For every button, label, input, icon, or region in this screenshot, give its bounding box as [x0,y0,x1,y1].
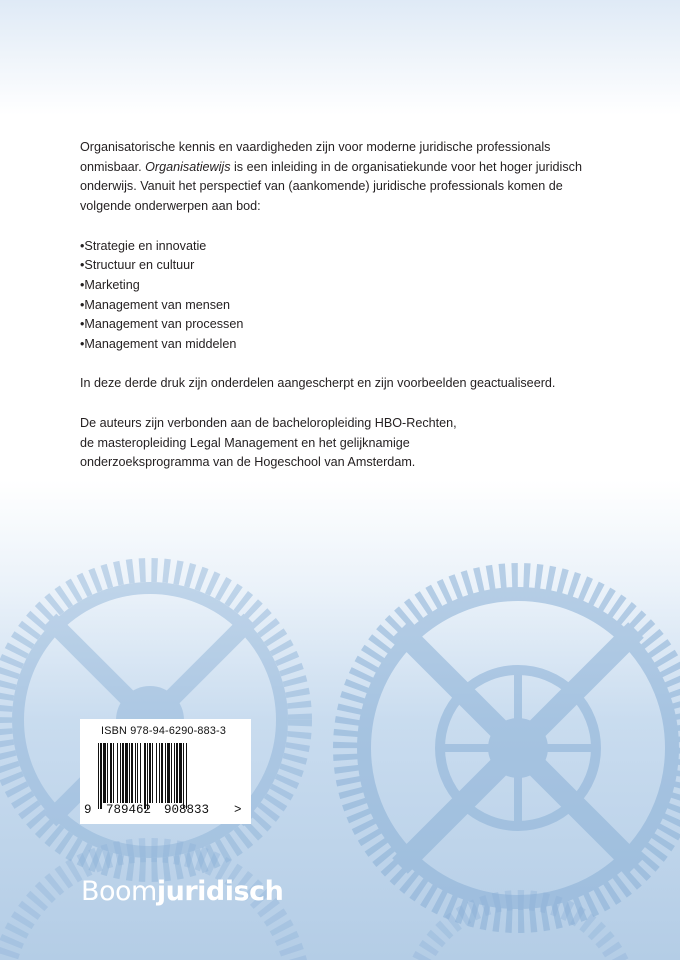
barcode-bar [129,743,130,803]
barcode-bar [186,743,187,809]
barcode-bar [149,743,151,803]
barcode-bar [131,743,133,803]
barcode-bar [125,743,128,803]
isbn-barcode-box [80,719,251,824]
barcode-bar [144,743,146,809]
barcode-arrow: > [234,803,242,817]
topic-item: • Marketing [80,276,610,296]
topic-item: • Management van middelen [80,335,610,355]
gear-right [346,576,680,920]
publisher-logo: Boomjuridisch [81,876,284,907]
topic-list [80,237,610,355]
topic-item: • Management van mensen [80,296,610,316]
authors-paragraph: De auteurs zijn verbonden aan de bacheloropleiding HBO-Rechten, de masteropleiding Legal Management en het gelijknamige onderzoeksprogramma van de Hogeschool van Amsterdam. [80,415,457,470]
barcode-bar [100,743,102,809]
barcode-bar [135,743,136,803]
barcode-bar [156,743,157,803]
barcode-bar [165,743,166,803]
barcode-digits-left: 789462 [106,803,152,817]
back-cover-blurb [80,138,610,473]
barcode-digits-right: 908833 [164,803,210,817]
topic-item: • Strategie en innovatie [80,237,610,257]
barcode-bar [122,743,124,803]
barcode [98,743,216,809]
barcode-bar [147,743,148,809]
isbn-label: ISBN 978-94-6290-883-3 [101,725,227,737]
topic-item: • Management van processen [80,315,610,335]
barcode-bar [183,743,184,809]
barcode-bar [117,743,118,803]
barcode-bar [159,743,160,803]
barcode-bar [120,743,121,803]
topic-item: • Structuur en cultuur [80,256,610,276]
barcode-bar [140,743,141,803]
barcode-bar [179,743,182,803]
barcode-bar [110,743,112,803]
barcode-bar [98,743,99,809]
barcode-bar [137,743,138,803]
barcode-bar [167,743,170,803]
barcode-bar [161,743,163,803]
barcode-bar [152,743,153,803]
barcode-bar [171,743,172,803]
intro-paragraph: Organisatorische kennis en vaardigheden zijn voor moderne juridische professionals onmisbaar. Organisatiewijs is een inleiding in de organisatiekunde voor het hoger juridisch onderwijs. Vanuit het perspectief van (aankomende) juridische professionals komen de volgende onderwerpen aan bod: [80,140,582,214]
barcode-bar [174,743,175,803]
barcode-bar [113,743,114,803]
barcode-bar [103,743,106,803]
edition-paragraph: In deze derde druk zijn onderdelen aangescherpt en zijn voorbeelden geactualiseerd. [80,376,556,391]
barcode-bar [176,743,178,803]
barcode-digit-first: 9 [84,803,92,817]
barcode-bar [107,743,108,803]
